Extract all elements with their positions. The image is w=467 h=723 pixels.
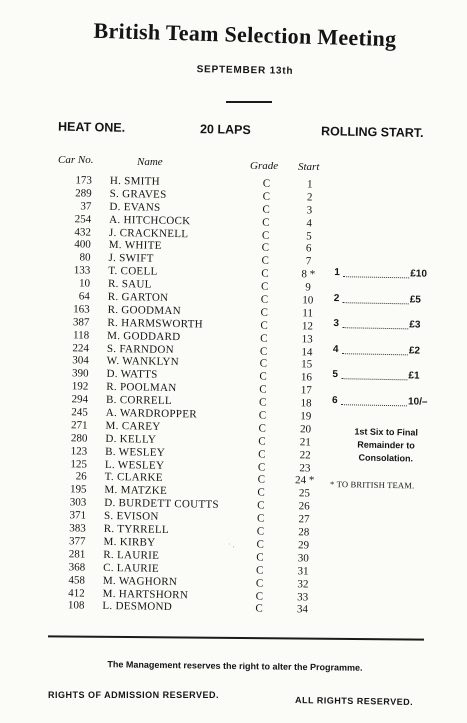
driver-name: J. SWIFT (108, 252, 154, 266)
driver-grade: C (261, 242, 270, 255)
meeting-date: SEPTEMBER 13th (196, 64, 294, 77)
driver-name: D. EVANS (109, 200, 161, 214)
driver-grade: C (259, 370, 267, 384)
driver-grade: C (258, 435, 266, 448)
driver-name: S. EVISON (103, 510, 159, 523)
heat-start-type: ROLLING START. (320, 124, 424, 141)
driver-grade: C (258, 409, 267, 422)
driver-grade: C (261, 267, 269, 280)
driver-name: B. WESLEY (105, 445, 166, 459)
driver-grade: C (262, 190, 271, 203)
start-position: 13 (301, 332, 313, 346)
driver-name: M. HARTSHORN (102, 587, 189, 601)
start-position: 33 (297, 590, 309, 603)
driver-grade: C (256, 538, 265, 551)
driver-grade: C (259, 383, 267, 396)
driver-grade: C (262, 177, 271, 190)
start-position: 25 (298, 487, 311, 500)
car-number: 26 (75, 470, 87, 484)
prize-list (332, 267, 445, 422)
car-number: 133 (73, 264, 91, 277)
start-position: 31 (297, 564, 309, 578)
driver-name: L. WESLEY (104, 458, 165, 472)
start-position: 32 (297, 577, 309, 591)
driver-grade: C (258, 422, 267, 435)
start-position: 5 (306, 229, 312, 243)
car-number: 10 (78, 277, 91, 290)
dotted-leader (341, 404, 407, 406)
car-number: 224 (72, 341, 90, 355)
start-position: 34 (296, 603, 309, 616)
start-position: 19 (300, 410, 312, 423)
driver-name: D. BURDETT COUTTS (104, 497, 219, 512)
dotted-leader (343, 276, 409, 278)
driver-grade: C (255, 577, 264, 590)
final-note-line: Consolation. (358, 452, 414, 464)
car-number: 458 (68, 573, 86, 587)
short-divider (226, 101, 272, 103)
driver-name: M. CAREY (105, 419, 161, 433)
driver-grade: C (256, 525, 265, 538)
start-position: 15 (301, 358, 313, 371)
driver-grade: C (256, 512, 265, 525)
prize-amount: £2 (408, 344, 421, 357)
driver-name: T. CLARKE (104, 471, 163, 485)
driver-name: C. LAURIE (103, 561, 160, 575)
prize-position: 3 (333, 318, 340, 330)
final-note (336, 425, 437, 466)
driver-name: S. GRAVES (109, 187, 167, 201)
driver-name: R. SAUL (107, 278, 152, 291)
prize-row (333, 318, 443, 345)
car-number: 304 (72, 354, 89, 368)
start-position: 6 (305, 242, 312, 255)
driver-name: A. HITCHCOCK (109, 213, 191, 228)
car-number: 37 (80, 200, 92, 213)
column-header-name: Name (137, 156, 163, 168)
driver-name: L. DESMOND (102, 600, 173, 614)
dotted-leader (342, 353, 408, 355)
driver-grade: C (262, 216, 270, 229)
start-position: 12 (301, 320, 313, 333)
car-number: 254 (74, 212, 92, 226)
car-number: 64 (78, 290, 90, 303)
driver-grade: C (258, 448, 266, 461)
car-number: 377 (68, 535, 86, 548)
driver-name: H. SMITH (109, 174, 161, 188)
car-number: 281 (68, 548, 86, 561)
start-position: 23 (299, 461, 311, 475)
start-position: 24 * (294, 474, 315, 488)
car-number: 123 (70, 444, 88, 458)
driver-name: M. KIRBY (103, 535, 156, 549)
driver-name: B. CORRELL (105, 394, 173, 408)
car-number: 108 (67, 599, 85, 612)
start-position: 4 (306, 217, 313, 230)
driver-grade: C (260, 319, 268, 332)
start-position: 22 (299, 448, 311, 462)
start-position: 9 (305, 281, 311, 294)
driver-grade: C (256, 564, 264, 577)
car-number: 368 (68, 560, 86, 574)
column-header-car-no: Car No. (58, 154, 94, 166)
prize-row (332, 395, 442, 422)
car-number: 271 (71, 419, 88, 432)
prize-position: 6 (331, 394, 338, 406)
print-speck: · , (228, 540, 235, 549)
heat-name: HEAT ONE. (57, 119, 126, 135)
column-header-start: Start (298, 161, 320, 173)
car-number: 294 (71, 393, 89, 406)
start-position: 16 (300, 371, 313, 384)
start-position: 11 (302, 307, 313, 320)
driver-name: R. LAURIE (103, 548, 160, 562)
prize-amount: £5 (409, 293, 422, 306)
prize-position: 5 (332, 369, 339, 381)
start-position: 7 (305, 255, 312, 268)
car-number: 163 (73, 303, 90, 316)
driver-name: M. WAGHORN (102, 574, 178, 588)
driver-name: D. KELLY (105, 432, 157, 446)
start-position: 26 (298, 500, 310, 513)
management-notice: The Management reserves the right to alter the Programme. (107, 659, 363, 673)
car-number: 387 (72, 316, 90, 329)
start-position: 10 (302, 294, 314, 307)
driver-grade: C (261, 254, 269, 268)
dotted-leader (343, 302, 409, 304)
prize-amount: £3 (409, 319, 421, 331)
start-position: 3 (306, 204, 313, 217)
british-team-note: * TO BRITISH TEAM. (329, 478, 415, 491)
driver-grade: C (262, 203, 270, 216)
driver-name: A. WARDROPPER (105, 406, 198, 421)
prize-position: 2 (333, 292, 340, 304)
driver-grade: C (259, 345, 268, 358)
driver-grade: C (261, 229, 270, 242)
driver-grade: C (256, 551, 264, 564)
driver-name: R. TYRRELL (103, 522, 170, 537)
prize-row (333, 344, 443, 371)
driver-name: R. POOLMAN (106, 381, 177, 395)
car-number: 280 (70, 432, 88, 445)
page-title: British Team Selection Meeting (93, 17, 397, 52)
driver-grade: C (257, 486, 265, 500)
car-number: 245 (71, 406, 88, 419)
driver-name: M. MATZKE (104, 484, 168, 498)
column-header-grade: Grade (250, 160, 279, 172)
car-number: 383 (69, 522, 86, 535)
driver-grade: C (260, 306, 269, 319)
prize-amount: 10/– (407, 395, 428, 408)
driver-name: D. WATTS (106, 368, 158, 382)
car-number: 80 (79, 251, 91, 264)
car-number: 118 (72, 328, 90, 342)
prize-position: 1 (334, 267, 340, 279)
driver-grade: C (257, 474, 266, 487)
start-position: 17 (300, 384, 312, 397)
start-position: 20 (299, 423, 312, 436)
driver-name: T. COELL (108, 265, 158, 278)
all-rights-notice: ALL RIGHTS RESERVED. (294, 694, 414, 708)
dotted-leader (342, 327, 408, 329)
prize-row (334, 267, 444, 294)
driver-grade: C (257, 461, 266, 474)
car-number: 195 (69, 483, 87, 496)
car-number: 303 (69, 496, 87, 509)
car-number: 125 (70, 457, 88, 471)
driver-name: M. GODDARD (107, 329, 181, 343)
prize-amount: £1 (408, 370, 420, 382)
start-position: 14 (301, 345, 313, 359)
car-number: 192 (71, 380, 89, 393)
car-number: 412 (68, 586, 85, 600)
heat-laps: 20 LAPS (199, 122, 251, 138)
driver-name: R. GARTON (107, 290, 169, 304)
driver-name: W. WANKLYN (106, 355, 180, 369)
driver-name: R. HARMSWORTH (107, 316, 204, 331)
driver-grade: C (260, 280, 269, 293)
prize-amount: £10 (410, 268, 428, 280)
start-position: 30 (297, 552, 309, 565)
prize-row (332, 369, 442, 396)
driver-grade: C (260, 332, 268, 345)
car-number: 400 (74, 238, 91, 252)
driver-grade: C (259, 358, 268, 371)
driver-grade: C (258, 396, 267, 409)
entry-list (0, 173, 330, 617)
driver-name: R. GOODMAN (107, 303, 182, 318)
admission-rights-notice: RIGHTS OF ADMISSION RESERVED. (48, 690, 220, 700)
car-number: 173 (75, 174, 92, 187)
dotted-leader (341, 378, 407, 380)
prize-position: 4 (332, 343, 339, 355)
footer-divider (48, 635, 424, 640)
driver-name: M. WHITE (108, 239, 162, 253)
start-position: 28 (298, 526, 310, 539)
heat-header (58, 120, 443, 145)
start-position: 21 (299, 436, 311, 449)
final-note-line: 1st Six to Final (354, 426, 419, 438)
start-position: 29 (297, 539, 310, 552)
driver-grade: C (260, 293, 269, 306)
start-position: 2 (306, 191, 313, 204)
start-position: 18 (300, 397, 312, 410)
start-position: 27 (298, 513, 310, 526)
driver-grade: C (255, 602, 263, 616)
driver-name: S. FARNDON (106, 342, 175, 356)
driver-grade: C (255, 590, 264, 603)
prize-row (333, 293, 443, 320)
car-number: 432 (74, 225, 92, 239)
driver-name: J. CRACKNELL (108, 226, 189, 240)
driver-grade: C (257, 499, 265, 512)
start-position: 8 * (301, 268, 316, 281)
car-number: 289 (75, 187, 92, 200)
car-number: 371 (69, 509, 87, 522)
car-number: 390 (71, 367, 89, 380)
start-position: 1 (306, 178, 313, 191)
final-note-line: Remainder to (357, 439, 415, 451)
